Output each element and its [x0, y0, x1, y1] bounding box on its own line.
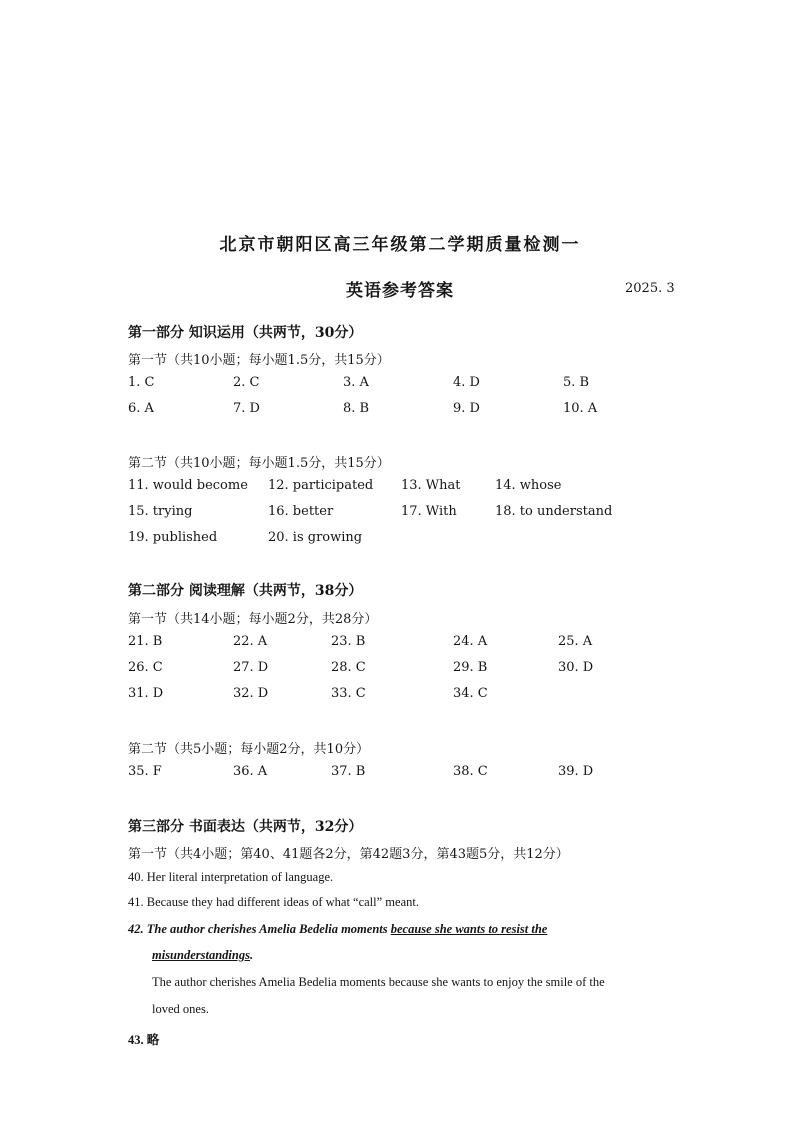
- answer-item: 3. A: [343, 375, 369, 390]
- answer-40: 40. Her literal interpretation of language.: [128, 870, 334, 884]
- answer-item: 18. to understand: [495, 504, 613, 519]
- part1-section2-heading: 第二节（共10小题；每小题1.5分，共15分）: [128, 456, 390, 471]
- answer-item: 9. D: [453, 401, 480, 416]
- answer-item: 34. C: [453, 686, 488, 701]
- answer-42-alternative-cont: loved ones.: [152, 1002, 209, 1016]
- part2-heading: 第二部分 阅读理解（共两节，38分）: [128, 583, 363, 599]
- answer-42-line2: [152, 948, 253, 963]
- answer-item: 11. would become: [128, 478, 248, 493]
- answer-row: [0, 686, 800, 706]
- answer-item: 16. better: [268, 504, 334, 519]
- answer-item: 36. A: [233, 764, 268, 779]
- answer-item: 14. whose: [495, 478, 562, 493]
- answer-42-underlined: misunderstandings: [152, 948, 250, 962]
- answer-42-underlined: because she wants to resist the: [390, 922, 548, 936]
- part1-section1-heading: 第一节（共10小题；每小题1.5分，共15分）: [128, 353, 390, 368]
- part2-section2-heading: 第二节（共5小题；每小题2分，共10分）: [128, 742, 370, 757]
- answer-item: 5. B: [563, 375, 590, 390]
- answer-item: 39. D: [558, 764, 594, 779]
- answer-row: [0, 530, 800, 550]
- answer-item: 7. D: [233, 401, 260, 416]
- answer-item: 30. D: [558, 660, 594, 675]
- answer-item: 24. A: [453, 634, 488, 649]
- answer-row: [0, 478, 800, 498]
- document-title: 北京市朝阳区高三年级第二学期质量检测一: [219, 235, 581, 255]
- answer-42-period: .: [249, 948, 254, 962]
- answer-item: 27. D: [233, 660, 269, 675]
- answer-42-alternative: The author cherishes Amelia Bedelia moments because she wants to enjoy the smile of the: [152, 975, 605, 989]
- answer-row: [0, 660, 800, 680]
- answer-row: [0, 634, 800, 654]
- answer-item: 25. A: [558, 634, 593, 649]
- answer-item: 20. is growing: [268, 530, 363, 545]
- answer-item: 10. A: [563, 401, 598, 416]
- answer-row: [0, 375, 800, 395]
- answer-row: [0, 504, 800, 524]
- part1-heading: 第一部分 知识运用（共两节，30分）: [128, 325, 363, 341]
- answer-row: [0, 764, 800, 784]
- answer-item: 15. trying: [128, 504, 193, 519]
- answer-41: 41. Because they had different ideas of what “call” meant.: [128, 895, 419, 909]
- answer-42-prefix: 42. The author cherishes Amelia Bedelia moments: [128, 922, 388, 936]
- answer-item: 8. B: [343, 401, 370, 416]
- answer-item: 38. C: [453, 764, 488, 779]
- answer-item: 12. participated: [268, 478, 374, 493]
- part3-heading: 第三部分 书面表达（共两节，32分）: [128, 819, 363, 835]
- answer-item: 6. A: [128, 401, 154, 416]
- document-subtitle: 英语参考答案: [346, 281, 454, 301]
- part3-section1-heading: 第一节（共4小题；第40、41题各2分，第42题3分，第43题5分，共12分）: [128, 847, 569, 862]
- answer-item: 31. D: [128, 686, 164, 701]
- answer-item: 23. B: [331, 634, 366, 649]
- answer-item: 2. C: [233, 375, 260, 390]
- answer-item: 17. With: [401, 504, 457, 519]
- answer-item: 21. B: [128, 634, 163, 649]
- answer-item: 22. A: [233, 634, 268, 649]
- answer-item: 4. D: [453, 375, 480, 390]
- answer-item: 1. C: [128, 375, 155, 390]
- answer-item: 29. B: [453, 660, 488, 675]
- answer-item: 13. What: [401, 478, 461, 493]
- answer-item: 28. C: [331, 660, 366, 675]
- answer-item: 19. published: [128, 530, 218, 545]
- answer-item: 37. B: [331, 764, 366, 779]
- part2-section1-heading: 第一节（共14小题；每小题2分，共28分）: [128, 612, 378, 627]
- answer-row: [0, 401, 800, 421]
- exam-date: 2025. 3: [625, 281, 675, 296]
- answer-42-line1: [128, 922, 547, 937]
- answer-item: 26. C: [128, 660, 163, 675]
- answer-item: 35. F: [128, 764, 162, 779]
- answer-item: 32. D: [233, 686, 269, 701]
- answer-item: 33. C: [331, 686, 366, 701]
- answer-43: 43. 略: [128, 1033, 160, 1047]
